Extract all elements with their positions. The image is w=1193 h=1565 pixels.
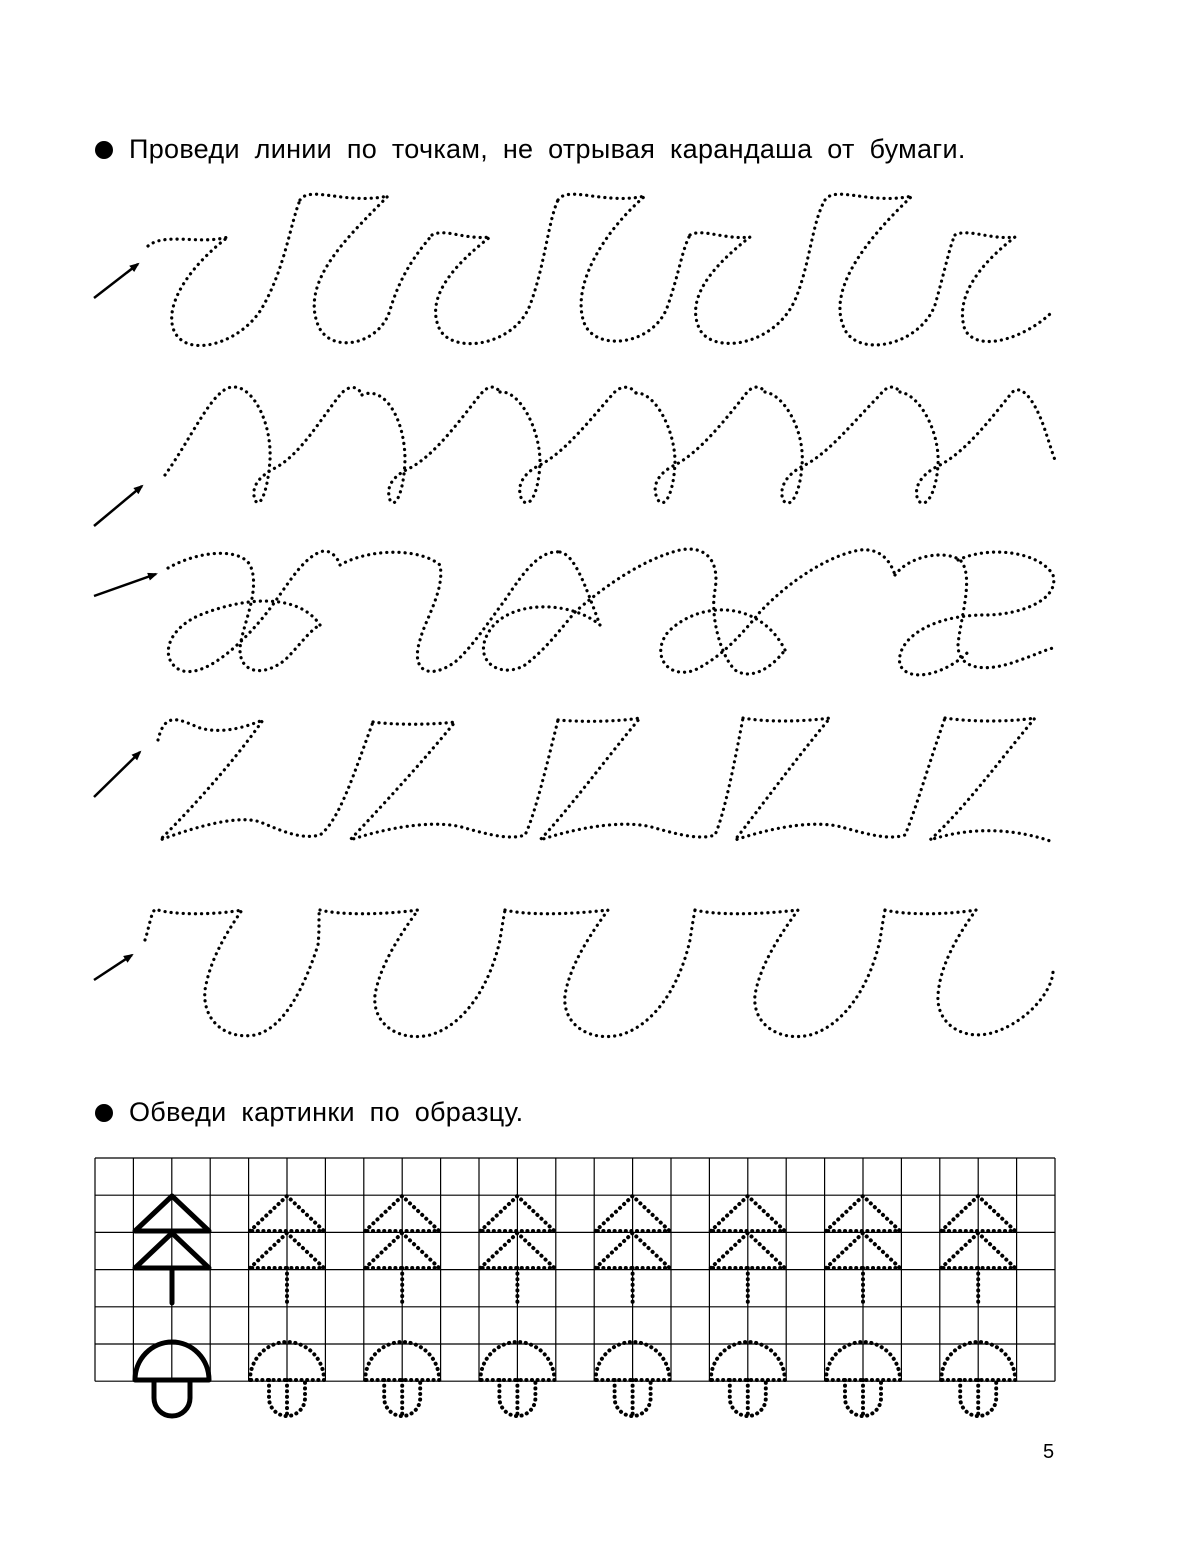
line-patterns: [145, 194, 1055, 1036]
pattern-row3-segment: [661, 550, 895, 672]
pattern-row2-segment: [362, 387, 500, 503]
pattern-row5-segment: [695, 910, 885, 1037]
picture-tracing: [135, 1196, 1015, 1416]
pattern-row5-segment: [885, 910, 1053, 1035]
pattern-row4-segment: [350, 720, 558, 840]
start-arrow-icon: [94, 752, 140, 797]
pattern-row4-segment: [930, 718, 1053, 842]
pattern-row2-segment: [500, 387, 636, 503]
pattern-row3-segment: [895, 555, 1053, 668]
pattern-row3-segment: [168, 553, 320, 670]
pattern-row1-segment: [148, 200, 300, 345]
page-number: 5: [1043, 1441, 1055, 1463]
pattern-row2-segment: [765, 387, 900, 503]
pattern-row3-segment: [900, 552, 1054, 675]
pattern-row3-segment: [340, 552, 560, 672]
pattern-row5-segment: [505, 910, 695, 1037]
start-arrow-icon: [94, 955, 132, 980]
pattern-row2-segment: [900, 390, 1055, 503]
bullet-icon: [95, 1104, 113, 1122]
pattern-row4-segment: [540, 718, 743, 840]
pattern-row3-segment: [168, 551, 340, 671]
pattern-row2-segment: [165, 387, 362, 503]
pattern-row1-segment: [955, 233, 1053, 342]
pattern-row3-segment: [483, 552, 600, 670]
pattern-row5-segment: [145, 909, 320, 1036]
pattern-row5-segment: [320, 910, 505, 1037]
start-arrows: [94, 264, 156, 980]
pattern-row2-segment: [636, 387, 765, 503]
pattern-row1-segment: [432, 200, 558, 344]
pattern-row4-segment: [735, 718, 945, 840]
pattern-row1-segment: [825, 194, 955, 345]
pattern-row1-segment: [300, 194, 432, 343]
instruction-trace-pictures: [95, 1097, 523, 1128]
pattern-row1-segment: [558, 194, 690, 341]
pattern-row1-segment: [690, 200, 825, 343]
picture-grid: [95, 1158, 1055, 1381]
start-arrow-icon: [94, 486, 142, 526]
start-arrow-icon: [94, 574, 156, 596]
start-arrow-icon: [94, 264, 138, 298]
instruction-text: Проведи линии по точкам, не отрывая карандаша от бумаги.: [129, 134, 966, 164]
instruction-text: Обведи картинки по образцу.: [129, 1097, 524, 1127]
pattern-row4-segment: [158, 720, 373, 840]
pattern-row3-segment: [575, 549, 785, 674]
